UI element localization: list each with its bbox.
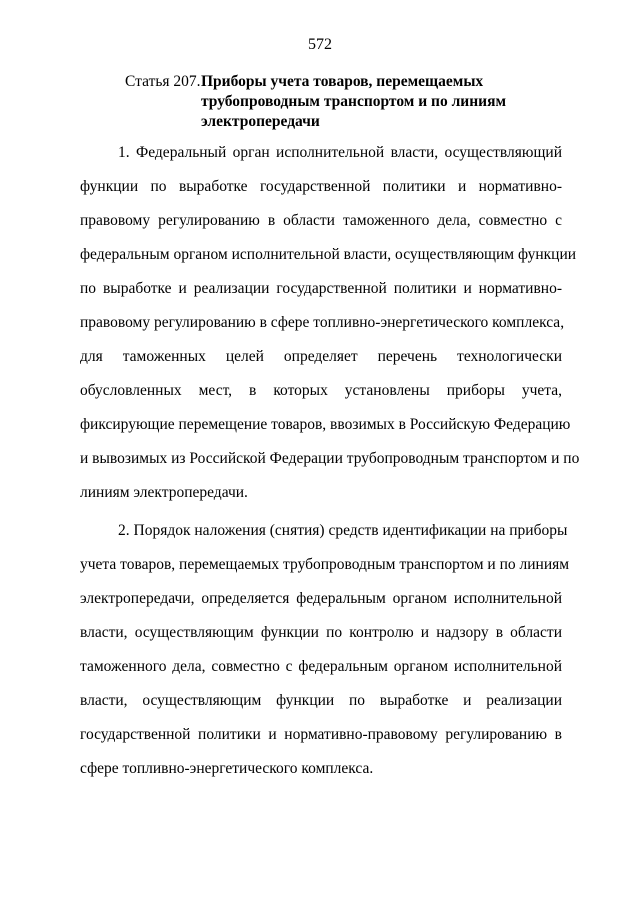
paragraph-line: для таможенных целей определяет перечень технологически	[80, 348, 562, 365]
paragraph-2	[80, 514, 570, 786]
paragraph-line: власти, осуществляющим функции по контролю и надзору в области	[80, 624, 562, 641]
paragraph-line: сфере топливно-энергетического комплекса.	[80, 760, 374, 777]
article-title: Приборы учета товаров, перемещаемых трубопроводным транспортом и по линиям электропередачи	[201, 73, 507, 130]
paragraph-line: и вывозимых из Российской Федерации трубопроводным транспортом и по	[80, 450, 580, 467]
paragraph-line: по выработке и реализации государственной политики и нормативно-	[80, 280, 562, 297]
page-number: 572	[308, 36, 332, 53]
paragraph-line: фиксирующие перемещение товаров, ввозимых в Российскую Федерацию	[80, 416, 571, 433]
article-label: Статья 207.	[125, 73, 201, 90]
paragraph-line: обусловленных мест, в которых установлены приборы учета,	[80, 382, 562, 399]
paragraph-line: власти, осуществляющим функции по выработке и реализации	[80, 692, 562, 709]
paragraph-line: таможенного дела, совместно с федеральным органом исполнительной	[80, 658, 562, 675]
paragraph-line: правовому регулированию в сфере топливно-энергетического комплекса,	[80, 314, 565, 331]
paragraph-1	[80, 136, 580, 510]
paragraph-line: 2. Порядок наложения (снятия) средств идентификации на приборы	[118, 522, 568, 539]
paragraph-line: 1. Федеральный орган исполнительной власти, осуществляющий	[118, 144, 562, 161]
paragraph-line: федеральным органом исполнительной власти, осуществляющим функции	[80, 246, 577, 263]
paragraph-line: электропередачи, определяется федеральным органом исполнительной	[80, 590, 562, 607]
paragraph-line: функции по выработке государственной политики и нормативно-	[80, 178, 562, 195]
paragraph-line: линиям электропередачи.	[80, 484, 248, 501]
paragraph-line: правовому регулированию в области таможенного дела, совместно с	[80, 212, 562, 229]
paragraph-line: государственной политики и нормативно-правовому регулированию в	[80, 726, 562, 743]
paragraph-line: учета товаров, перемещаемых трубопроводным транспортом и по линиям	[80, 556, 570, 573]
